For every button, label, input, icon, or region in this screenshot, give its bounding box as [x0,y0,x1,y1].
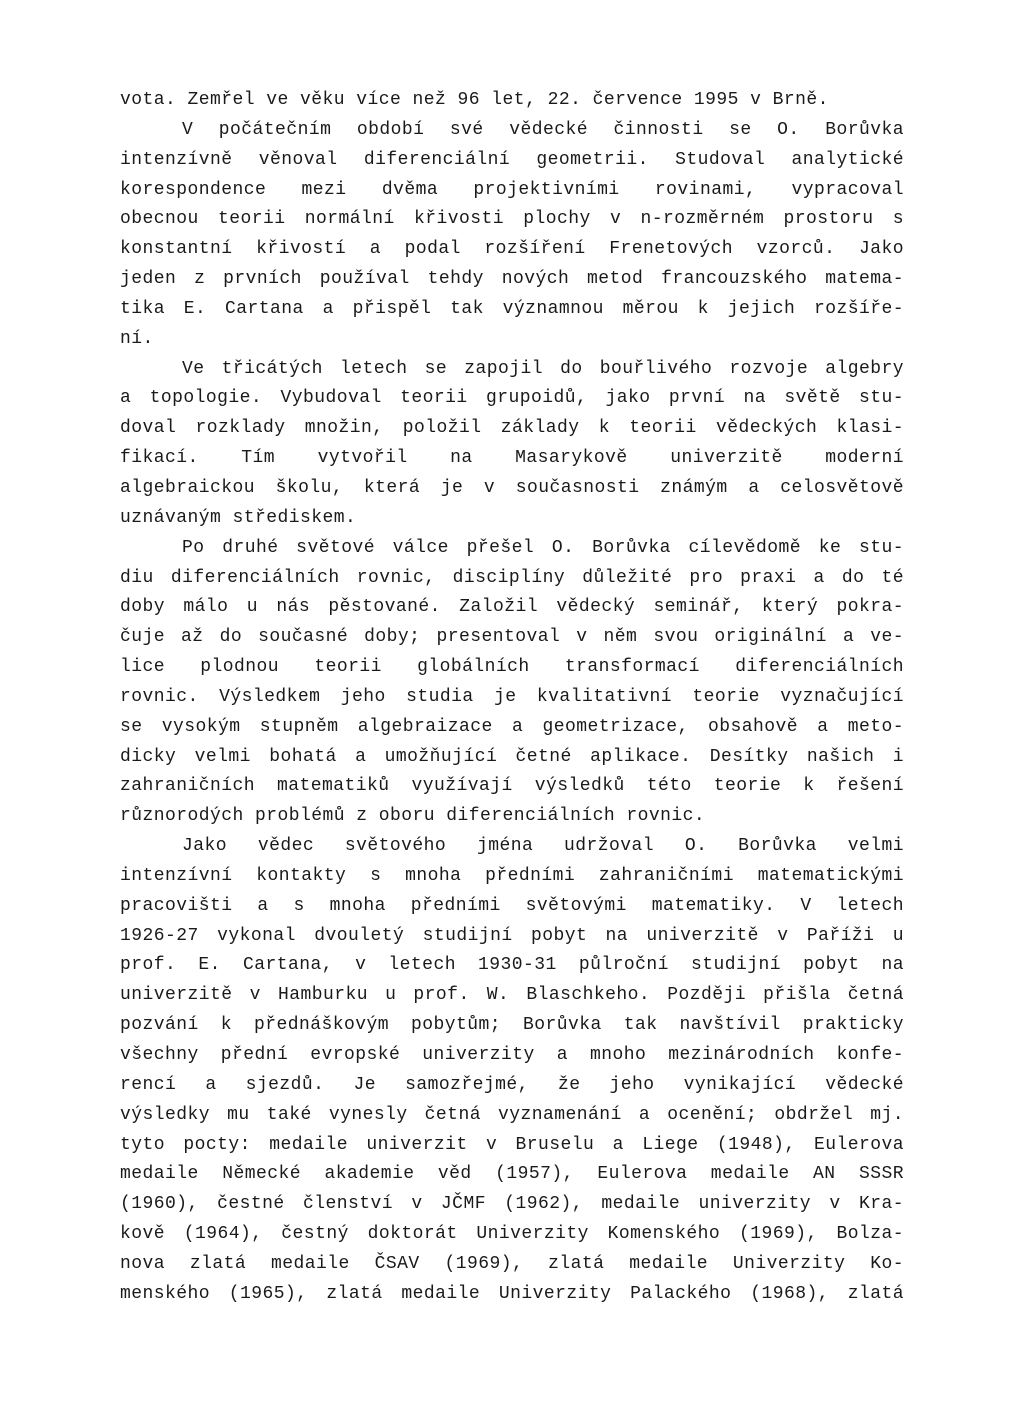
text-line: Ve třicátých letech se zapojil do bouřlivého rozvoje algebry [182,358,904,379]
text-line: V počátečním období své vědecké činnosti se O. Borůvka [182,119,904,140]
text-line: Jako vědec světového jména udržoval O. Borůvka velmi [182,836,904,857]
text-line: dicky velmi bohatá a umožňující četné aplikace. Desítky našich i [120,746,904,767]
text-line: doval rozklady množin, položil základy k teorii vědeckých klasi- [120,418,904,439]
text-line: tyto pocty: medaile univerzit v Bruselu a Liege (1948), Eulerova [120,1134,904,1155]
text-line: tika E. Cartana a přispěl tak významnou měrou k jejich rozšíře- [120,298,904,319]
text-line: algebraickou školu, která je v současnosti známým a celosvětově [120,477,904,498]
text-line: intenzívní kontakty s mnoha předními zahraničními matematickými [120,865,904,886]
text-line: zahraničních matematiků využívají výsledků této teorie k řešení [120,776,904,797]
text-line: nova zlatá medaile ČSAV (1969), zlatá medaile Univerzity Ko- [120,1253,904,1274]
text-line: pracovišti a s mnoha předními světovými matematiky. V letech [120,895,904,916]
text-line: diu diferenciálních rovnic, disciplíny důležité pro praxi a do té [120,567,904,588]
text-line: ní. [120,328,154,349]
text-line: kově (1964), čestný doktorát Univerzity Komenského (1969), Bolza- [120,1224,904,1245]
text-line: univerzitě v Hamburku u prof. W. Blaschkeho. Později přišla četná [120,985,904,1006]
text-line: rencí a sjezdů. Je samozřejmé, že jeho vynikající vědecké [120,1074,904,1095]
text-line: menského (1965), zlatá medaile Univerzity Palackého (1968), zlatá [120,1283,904,1304]
text-line: pozvání k přednáškovým pobytům; Borůvka tak navštívil prakticky [120,1015,904,1036]
text-line: prof. E. Cartana, v letech 1930-31 půlroční studijní pobyt na [120,955,904,976]
text-line: výsledky mu také vynesly četná vyznamenání a ocenění; obdržel mj. [120,1104,904,1125]
text-line: čuje až do současné doby; presentoval v něm svou originální a ve- [120,627,904,648]
text-line: vota. Zemřel ve věku více než 96 let, 22. července 1995 v Brně. [120,90,829,110]
text-line: rovnic. Výsledkem jeho studia je kvalitativní teorie vyznačující [120,686,904,707]
text-line: jeden z prvních používal tehdy nových metod francouzského matema- [120,269,904,290]
text-line: konstantní křivostí a podal rozšíření Frenetových vzorců. Jako [120,239,904,260]
text-line: Po druhé světové válce přešel O. Borůvka cílevědomě ke stu- [182,537,904,558]
body-text [120,86,904,1310]
text-line: korespondence mezi dvěma projektivními rovinami, vypracoval [120,179,904,200]
text-line: a topologie. Vybudoval teorii grupoidů, jako první na světě stu- [120,388,904,409]
text-line: všechny přední evropské univerzity a mnoho mezinárodních konfe- [120,1045,904,1065]
text-line: medaile Německé akademie věd (1957), Eulerova medaile AN SSSR [120,1164,904,1185]
text-line: fikací. Tím vytvořil na Masarykově univerzitě moderní [120,448,904,469]
text-line: (1960), čestné členství v JČMF (1962), medaile univerzity v Kra- [120,1194,904,1215]
text-line: různorodých problémů z oboru diferenciálních rovnic. [120,806,706,827]
text-line: 1926-27 vykonal dvouletý studijní pobyt na univerzitě v Paříži u [120,925,904,946]
text-line: uznávaným střediskem. [120,507,357,528]
text-line: obecnou teorii normální křivosti plochy v n-rozměrném prostoru s [120,209,904,230]
text-line: se vysokým stupněm algebraizace a geometrizace, obsahově a meto- [120,716,904,737]
text-line: doby málo u nás pěstované. Založil vědecký seminář, který pokra- [120,597,904,618]
text-line: intenzívně věnoval diferenciální geometrii. Studoval analytické [120,149,904,170]
text-line: lice plodnou teorii globálních transformací diferenciálních [120,657,904,678]
